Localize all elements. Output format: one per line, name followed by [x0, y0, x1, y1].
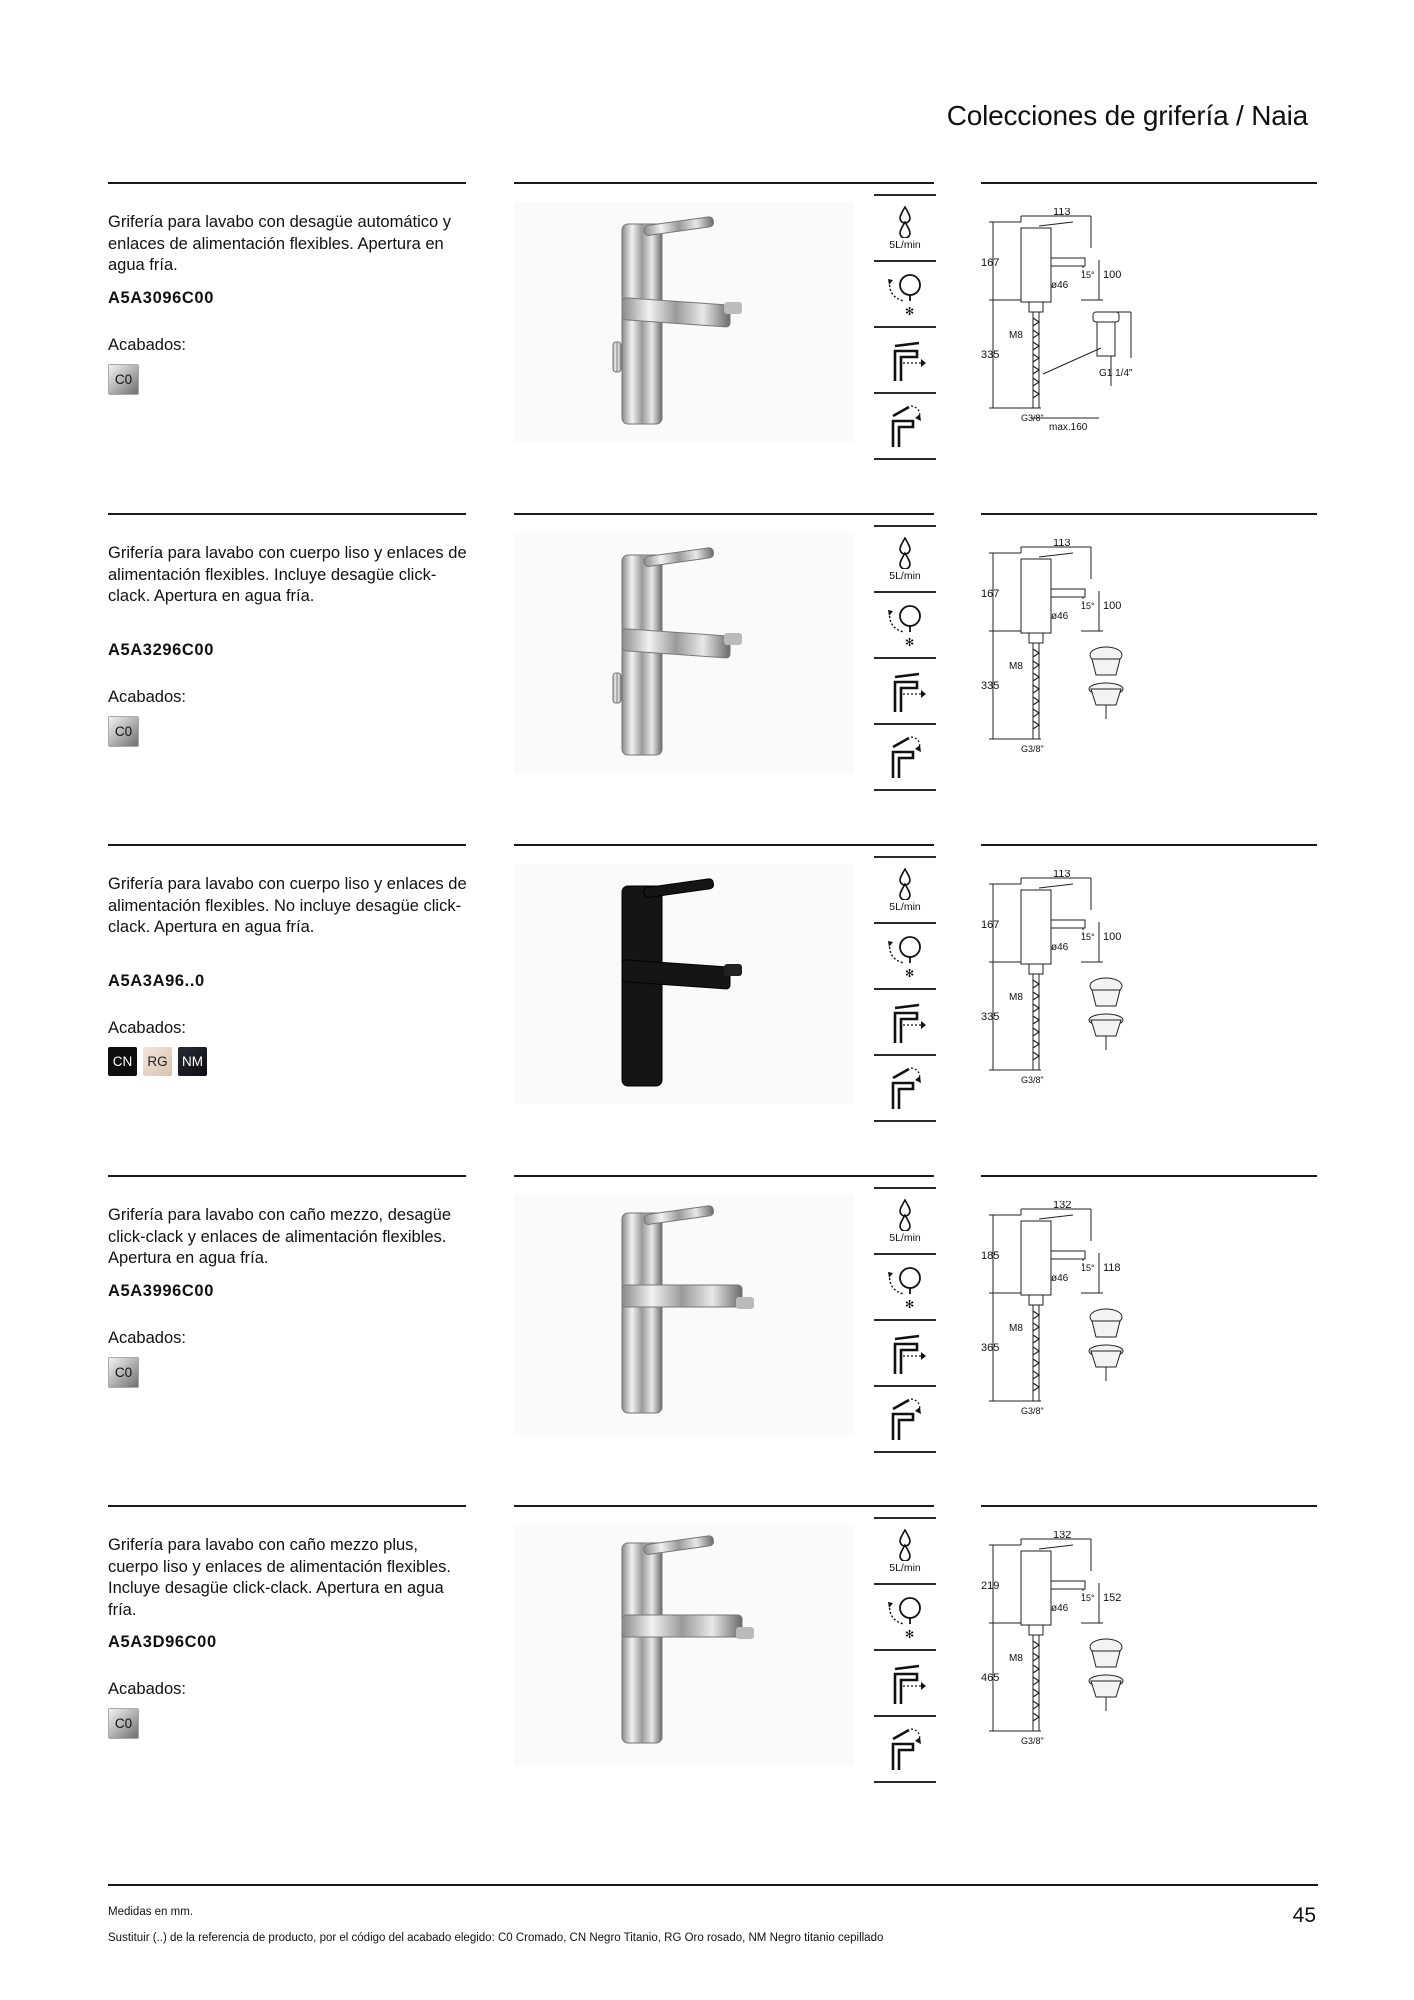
divider: [108, 1505, 466, 1507]
divider: [108, 1175, 466, 1177]
dim-max: max.160: [1049, 422, 1088, 433]
eco-cell: [874, 1056, 936, 1122]
svg-text:✻: ✻: [905, 968, 915, 979]
divider: [108, 182, 466, 184]
faucet-image: [514, 864, 854, 1104]
svg-text:✻: ✻: [905, 1629, 915, 1640]
finish-swatches: [108, 716, 139, 747]
flow-rate-label: 5L/min: [889, 900, 921, 913]
dim-total: 365: [981, 1342, 1000, 1354]
faucet-image: [514, 1195, 854, 1435]
dim-width: 132: [1053, 1201, 1072, 1211]
flow-rate-cell: [874, 1517, 936, 1585]
faucet-flow-icon: [883, 337, 927, 383]
dim-thread: M8: [1009, 1323, 1023, 1334]
dim-angle: 15°: [1081, 932, 1095, 942]
finishes-label: Acabados:: [108, 335, 186, 354]
dim-connection: G3/8": [1021, 1736, 1044, 1746]
flow-cell: [874, 1321, 936, 1387]
faucet-eco-icon: [883, 1396, 927, 1442]
technical-drawing: [981, 870, 1321, 1110]
finishes-label: Acabados:: [108, 1019, 186, 1037]
feature-icons: [874, 856, 936, 1122]
dim-total: 335: [981, 680, 1000, 692]
water-drops-icon: [894, 206, 916, 238]
product-code: A5A3D96C00: [108, 1633, 217, 1651]
product-row: [0, 844, 1414, 1174]
dim-total: 465: [981, 1672, 1000, 1684]
dim-connection: G3/8": [1021, 413, 1044, 423]
dim-diameter: ø46: [1051, 1603, 1069, 1614]
finish-swatches: [108, 1357, 139, 1388]
flow-rate-cell: [874, 525, 936, 593]
product-code: A5A3096C00: [108, 288, 214, 307]
flow-cell: [874, 990, 936, 1056]
technical-drawing-block: [981, 539, 1131, 769]
water-drops-icon: [894, 537, 916, 569]
flow-rate-label: 5L/min: [889, 569, 921, 582]
divider: [514, 182, 934, 184]
finishes-label: Acabados:: [108, 1680, 186, 1698]
technical-drawing-block: [981, 1531, 1131, 1761]
technical-drawing: [981, 1531, 1321, 1771]
dim-spout: 100: [1103, 931, 1122, 943]
product-code: A5A3A96..0: [108, 972, 205, 990]
finish-swatches: [108, 1047, 207, 1076]
technical-drawing: [981, 539, 1321, 779]
finish-swatches: [108, 364, 139, 395]
faucet-image: [514, 533, 854, 773]
technical-drawing: [981, 1201, 1321, 1441]
product-row: [0, 1175, 1414, 1505]
product-photo: [514, 533, 854, 773]
flow-rate-label: 5L/min: [889, 1561, 921, 1574]
flow-rate-cell: [874, 194, 936, 262]
divider: [514, 1505, 934, 1507]
flow-rate-cell: [874, 856, 936, 924]
svg-text:✻: ✻: [905, 1299, 915, 1310]
dim-diameter: ø46: [1051, 1273, 1069, 1284]
dim-width: 113: [1053, 539, 1071, 549]
faucet-eco-icon: [883, 734, 927, 780]
faucet-eco-icon: [883, 1065, 927, 1111]
dim-spout: 100: [1103, 269, 1122, 281]
faucet-image: [514, 1525, 854, 1765]
feature-icons: [874, 1187, 936, 1453]
eco-cell: [874, 394, 936, 460]
water-drops-icon: [894, 868, 916, 900]
water-drops-icon: [894, 1199, 916, 1231]
product-code: A5A3296C00: [108, 641, 214, 659]
dim-width: 113: [1053, 208, 1071, 218]
divider: [108, 844, 466, 846]
cold-opening-icon: [884, 602, 926, 648]
faucet-eco-icon: [883, 403, 927, 449]
finish-code-note: Sustituir (..) de la referencia de producto, por el código del acabado elegido: C0 Cromado, CN Negro Titanio, RG Oro rosado, NM Negro titanio cepillado: [108, 1932, 884, 1944]
dim-thread: M8: [1009, 661, 1023, 672]
dim-height: 185: [981, 1250, 1000, 1262]
product-photo: [514, 1195, 854, 1435]
dim-angle: 15°: [1081, 1593, 1095, 1603]
faucet-flow-icon: [883, 999, 927, 1045]
product-description: Grifería para lavabo con cuerpo liso y enlaces de alimentación flexibles. Incluye desagüe click-clack. Apertura en agua fría.: [108, 544, 467, 605]
cold-opening-icon: [884, 933, 926, 979]
dim-spout: 100: [1103, 600, 1122, 612]
product-description: Grifería para lavabo con cuerpo liso y enlaces de alimentación flexibles. No incluye desagüe click-clack. Apertura en agua fría.: [108, 875, 467, 936]
feature-icons: [874, 194, 936, 460]
cold-open-cell: [874, 924, 936, 990]
eco-cell: [874, 1387, 936, 1453]
finish-swatch-rg[interactable]: RG: [143, 1047, 172, 1076]
svg-text:✻: ✻: [905, 637, 915, 648]
dim-angle: 15°: [1081, 601, 1095, 611]
dim-angle: 15°: [1081, 1263, 1095, 1273]
product-description: Grifería para lavabo con caño mezzo, desagüe click-clack y enlaces de alimentación flexibles. Apertura en agua fría.: [108, 1206, 452, 1267]
cold-open-cell: [874, 593, 936, 659]
technical-drawing-block: [981, 1201, 1131, 1431]
flow-cell: [874, 659, 936, 725]
product-photo: [514, 202, 854, 442]
divider: [981, 1175, 1317, 1177]
dim-height: 167: [981, 588, 1000, 600]
flow-rate-cell: [874, 1187, 936, 1255]
finish-swatches: [108, 1708, 139, 1739]
dim-height: 167: [981, 257, 1000, 269]
cold-opening-icon: [884, 1594, 926, 1640]
dim-thread: M8: [1009, 1653, 1023, 1664]
flow-cell: [874, 328, 936, 394]
dim-connection: G3/8": [1021, 744, 1044, 754]
flow-cell: [874, 1651, 936, 1717]
dim-width: 132: [1053, 1531, 1072, 1541]
feature-icons: [874, 525, 936, 791]
svg-text:✻: ✻: [905, 306, 915, 317]
dim-height: 219: [981, 1580, 1000, 1592]
finishes-label: Acabados:: [108, 688, 186, 706]
product-row: [0, 182, 1414, 512]
cold-opening-icon: [884, 1264, 926, 1310]
dim-diameter: ø46: [1051, 611, 1069, 622]
divider: [108, 513, 466, 515]
cold-opening-icon: [884, 271, 926, 317]
footer-divider: [108, 1884, 1318, 1886]
dim-height: 167: [981, 919, 1000, 931]
dim-angle: 15°: [1081, 270, 1095, 280]
dim-drain: G1 1/4": [1099, 368, 1133, 379]
finishes-label: Acabados:: [108, 1328, 186, 1347]
faucet-eco-icon: [883, 1726, 927, 1772]
faucet-flow-icon: [883, 1660, 927, 1706]
divider: [981, 1505, 1317, 1507]
divider: [514, 513, 934, 515]
divider: [514, 844, 934, 846]
dim-thread: M8: [1009, 330, 1023, 341]
divider: [981, 182, 1317, 184]
product-code: A5A3996C00: [108, 1281, 214, 1300]
product-description: Grifería para lavabo con desagüe automático y enlaces de alimentación flexibles. Apertura en agua fría.: [108, 213, 452, 274]
eco-cell: [874, 1717, 936, 1783]
divider: [981, 513, 1317, 515]
water-drops-icon: [894, 1529, 916, 1561]
faucet-flow-icon: [883, 668, 927, 714]
dim-width: 113: [1053, 870, 1071, 880]
dim-thread: M8: [1009, 992, 1023, 1003]
technical-drawing-block: [981, 870, 1131, 1100]
finish-swatch-c0[interactable]: C0: [108, 716, 139, 747]
technical-drawing: [981, 208, 1321, 448]
cold-open-cell: [874, 1255, 936, 1321]
dim-diameter: ø46: [1051, 942, 1069, 953]
flow-rate-label: 5L/min: [889, 238, 921, 251]
page-title: Colecciones de grifería / Naia: [946, 100, 1308, 131]
finish-swatch-c0[interactable]: C0: [108, 364, 139, 395]
product-photo: [514, 1525, 854, 1765]
faucet-image: [514, 202, 854, 442]
page-number: 45: [1292, 1904, 1316, 1927]
dim-connection: G3/8": [1021, 1406, 1044, 1416]
technical-drawing-block: [981, 208, 1131, 438]
divider: [514, 1175, 934, 1177]
eco-cell: [874, 725, 936, 791]
product-row: [0, 1505, 1414, 1835]
divider: [981, 844, 1317, 846]
product-photo: [514, 864, 854, 1104]
finish-swatch-nm[interactable]: NM: [178, 1047, 207, 1076]
product-description: Grifería para lavabo con caño mezzo plus, cuerpo liso y enlaces de alimentación flexibles. Incluye desagüe click-clack. Apertura en agua fría.: [108, 1536, 452, 1619]
flow-rate-label: 5L/min: [889, 1231, 921, 1244]
faucet-flow-icon: [883, 1330, 927, 1376]
dim-diameter: ø46: [1051, 280, 1069, 291]
finish-swatch-c0[interactable]: C0: [108, 1357, 139, 1388]
product-row: [0, 513, 1414, 843]
cold-open-cell: [874, 1585, 936, 1651]
feature-icons: [874, 1517, 936, 1783]
cold-open-cell: [874, 262, 936, 328]
finish-swatch-cn[interactable]: CN: [108, 1047, 137, 1076]
dim-total: 335: [981, 1011, 1000, 1023]
dim-spout: 118: [1103, 1262, 1121, 1274]
dim-total: 335: [981, 349, 1000, 361]
measurement-note: Medidas en mm.: [108, 1906, 194, 1918]
dim-spout: 152: [1103, 1592, 1122, 1604]
finish-swatch-c0[interactable]: C0: [108, 1708, 139, 1739]
dim-connection: G3/8": [1021, 1075, 1044, 1085]
